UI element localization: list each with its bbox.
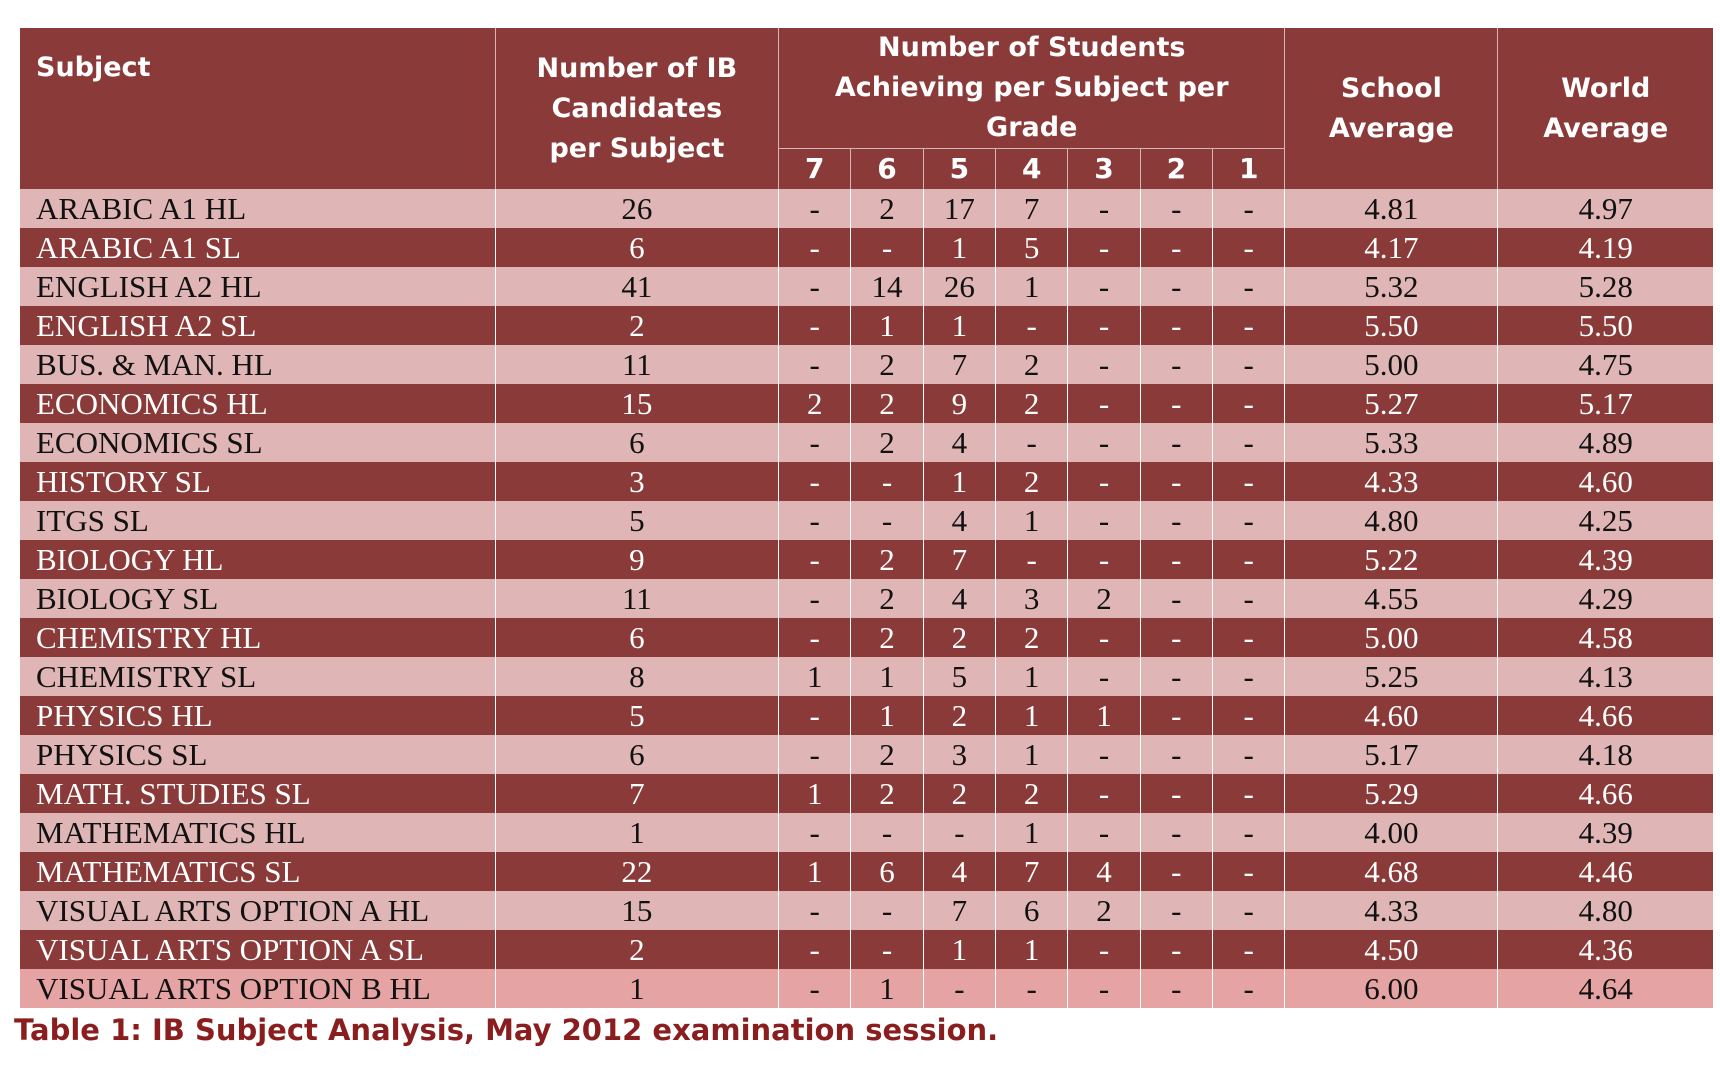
world-average-cell: 4.18 [1498, 735, 1713, 774]
subject-cell: MATH. STUDIES SL [20, 774, 495, 813]
grade-cell: - [1140, 969, 1212, 1008]
grade-cell: - [1140, 462, 1212, 501]
grade-cell: - [1213, 462, 1285, 501]
grade-cell: 7 [996, 852, 1068, 891]
grade-cell: - [851, 462, 923, 501]
table-row [20, 345, 1713, 384]
candidates-cell: 15 [495, 891, 778, 930]
table-row [20, 618, 1713, 657]
school-average-cell: 5.17 [1285, 735, 1498, 774]
grade-cell: 4 [923, 852, 995, 891]
grade-cell: - [1140, 189, 1212, 228]
grade-cell: - [1068, 462, 1140, 501]
grade-cell: - [1068, 930, 1140, 969]
subject-cell: HISTORY SL [20, 462, 495, 501]
grade-cell: - [1213, 735, 1285, 774]
candidates-cell: 1 [495, 969, 778, 1008]
world-average-cell: 4.66 [1498, 774, 1713, 813]
grade-cell: 2 [779, 384, 851, 423]
subject-cell: MATHEMATICS SL [20, 852, 495, 891]
grade-cell: 2 [851, 618, 923, 657]
grade-cell: 1 [996, 696, 1068, 735]
grade-cell: - [1140, 774, 1212, 813]
grade-cell: - [1213, 306, 1285, 345]
subject-cell: PHYSICS SL [20, 735, 495, 774]
table-row [20, 657, 1713, 696]
grade-cell: - [779, 267, 851, 306]
school-average-cell: 4.17 [1285, 228, 1498, 267]
grade-cell: 7 [923, 891, 995, 930]
grade-cell: 1 [923, 930, 995, 969]
school-average-cell: 4.33 [1285, 462, 1498, 501]
table-body [20, 189, 1713, 1008]
school-average-cell: 4.81 [1285, 189, 1498, 228]
world-average-cell: 4.97 [1498, 189, 1713, 228]
table-row [20, 501, 1713, 540]
header-school-average: School Average [1285, 28, 1498, 189]
school-average-cell: 4.60 [1285, 696, 1498, 735]
school-average-cell: 4.33 [1285, 891, 1498, 930]
grade-cell: 6 [851, 852, 923, 891]
subject-cell: VISUAL ARTS OPTION B HL [20, 969, 495, 1008]
table-row [20, 969, 1713, 1008]
candidates-cell: 15 [495, 384, 778, 423]
world-average-cell: 5.28 [1498, 267, 1713, 306]
grade-cell: 1 [779, 774, 851, 813]
grade-cell: 1 [923, 228, 995, 267]
world-average-cell: 5.17 [1498, 384, 1713, 423]
subject-cell: ENGLISH A2 SL [20, 306, 495, 345]
grade-cell: - [1213, 930, 1285, 969]
school-average-cell: 5.00 [1285, 345, 1498, 384]
grade-cell: 1 [779, 852, 851, 891]
grade-cell: - [779, 189, 851, 228]
grade-cell: - [1068, 618, 1140, 657]
table-row [20, 774, 1713, 813]
candidates-cell: 2 [495, 306, 778, 345]
candidates-cell: 1 [495, 813, 778, 852]
grade-cell: - [779, 891, 851, 930]
table-row [20, 891, 1713, 930]
table-caption: Table 1: IB Subject Analysis, May 2012 examination session. [14, 1013, 999, 1047]
subject-cell: MATHEMATICS HL [20, 813, 495, 852]
grade-cell: - [779, 423, 851, 462]
grade-cell: - [1068, 267, 1140, 306]
grade-cell: - [779, 306, 851, 345]
school-average-cell: 4.68 [1285, 852, 1498, 891]
grade-cell: - [851, 930, 923, 969]
grade-cell: 4 [1068, 852, 1140, 891]
table-row [20, 267, 1713, 306]
world-average-cell: 4.46 [1498, 852, 1713, 891]
world-average-cell: 4.39 [1498, 540, 1713, 579]
school-average-cell: 5.29 [1285, 774, 1498, 813]
grade-cell: - [1140, 696, 1212, 735]
world-average-cell: 4.39 [1498, 813, 1713, 852]
grade-cell: 5 [996, 228, 1068, 267]
grade-cell: - [779, 813, 851, 852]
school-average-cell: 4.55 [1285, 579, 1498, 618]
subject-cell: VISUAL ARTS OPTION A HL [20, 891, 495, 930]
grade-cell: - [1068, 735, 1140, 774]
grade-cell: - [1140, 930, 1212, 969]
table-row [20, 189, 1713, 228]
table-row [20, 735, 1713, 774]
candidates-cell: 6 [495, 735, 778, 774]
school-average-cell: 4.80 [1285, 501, 1498, 540]
candidates-cell: 3 [495, 462, 778, 501]
grade-cell: 2 [851, 189, 923, 228]
candidates-cell: 5 [495, 696, 778, 735]
grade-cell: 2 [996, 384, 1068, 423]
grade-cell: - [1140, 813, 1212, 852]
grade-cell: - [1213, 852, 1285, 891]
grade-cell: - [996, 540, 1068, 579]
grade-cell: 4 [923, 579, 995, 618]
candidates-cell: 9 [495, 540, 778, 579]
school-average-cell: 5.50 [1285, 306, 1498, 345]
grade-cell: - [1140, 540, 1212, 579]
grade-cell: - [851, 891, 923, 930]
candidates-cell: 22 [495, 852, 778, 891]
grade-cell: - [779, 579, 851, 618]
subject-cell: BIOLOGY HL [20, 540, 495, 579]
grade-cell: - [1213, 228, 1285, 267]
candidates-cell: 8 [495, 657, 778, 696]
grade-cell: - [1068, 813, 1140, 852]
subject-cell: CHEMISTRY SL [20, 657, 495, 696]
grade-cell: - [1140, 228, 1212, 267]
header-subject: Subject [20, 28, 495, 189]
grade-cell: 2 [851, 579, 923, 618]
candidates-cell: 6 [495, 423, 778, 462]
subject-cell: CHEMISTRY HL [20, 618, 495, 657]
grade-cell: - [996, 306, 1068, 345]
grade-cell: - [1068, 969, 1140, 1008]
grade-cell: - [1213, 579, 1285, 618]
world-average-cell: 4.19 [1498, 228, 1713, 267]
grade-cell: - [1140, 735, 1212, 774]
grade-cell: - [1213, 384, 1285, 423]
candidates-cell: 2 [495, 930, 778, 969]
grade-cell: - [1140, 384, 1212, 423]
school-average-cell: 4.00 [1285, 813, 1498, 852]
grade-cell: 14 [851, 267, 923, 306]
grade-cell: 7 [923, 345, 995, 384]
grade-cell: - [779, 618, 851, 657]
grade-cell: - [1068, 657, 1140, 696]
grade-cell: - [1068, 384, 1140, 423]
table-row [20, 930, 1713, 969]
grade-cell: - [1068, 306, 1140, 345]
grade-cell: - [1213, 189, 1285, 228]
grade-cell: 2 [851, 735, 923, 774]
grade-cell: - [996, 969, 1068, 1008]
header-grade-7: 7 [779, 149, 851, 190]
candidates-cell: 11 [495, 345, 778, 384]
grade-cell: - [1213, 345, 1285, 384]
header-grade-5: 5 [923, 149, 995, 190]
subject-cell: ECONOMICS SL [20, 423, 495, 462]
grade-cell: 1 [996, 657, 1068, 696]
grade-cell: - [1140, 891, 1212, 930]
header-world-average: World Average [1498, 28, 1713, 189]
grade-cell: 26 [923, 267, 995, 306]
grade-cell: - [1213, 969, 1285, 1008]
subject-cell: ITGS SL [20, 501, 495, 540]
header-candidates: Number of IB Candidates per Subject [495, 28, 778, 189]
grade-cell: 2 [923, 618, 995, 657]
grade-cell: 2 [851, 384, 923, 423]
grade-cell: 2 [851, 774, 923, 813]
school-average-cell: 5.25 [1285, 657, 1498, 696]
grade-cell: - [923, 969, 995, 1008]
grade-cell: - [1140, 267, 1212, 306]
grade-cell: 9 [923, 384, 995, 423]
world-average-cell: 4.80 [1498, 891, 1713, 930]
grade-cell: - [1213, 540, 1285, 579]
table-row [20, 306, 1713, 345]
school-average-cell: 5.22 [1285, 540, 1498, 579]
grade-cell: 5 [923, 657, 995, 696]
grade-cell: - [779, 696, 851, 735]
grade-cell: - [779, 969, 851, 1008]
world-average-cell: 4.58 [1498, 618, 1713, 657]
grade-cell: 7 [996, 189, 1068, 228]
school-average-cell: 5.27 [1285, 384, 1498, 423]
subject-analysis-table-container [20, 28, 1713, 1008]
table-header [20, 28, 1713, 189]
grade-cell: 2 [851, 540, 923, 579]
grade-cell: - [851, 228, 923, 267]
grade-cell: 2 [923, 774, 995, 813]
grade-cell: - [1213, 774, 1285, 813]
table-row [20, 696, 1713, 735]
grade-cell: - [779, 228, 851, 267]
school-average-cell: 5.32 [1285, 267, 1498, 306]
school-average-cell: 4.50 [1285, 930, 1498, 969]
grade-cell: 2 [996, 618, 1068, 657]
subject-cell: VISUAL ARTS OPTION A SL [20, 930, 495, 969]
grade-cell: 6 [996, 891, 1068, 930]
grade-cell: 2 [851, 345, 923, 384]
world-average-cell: 4.66 [1498, 696, 1713, 735]
grade-cell: - [1140, 501, 1212, 540]
school-average-cell: 5.33 [1285, 423, 1498, 462]
subject-cell: ENGLISH A2 HL [20, 267, 495, 306]
world-average-cell: 4.64 [1498, 969, 1713, 1008]
table-row [20, 384, 1713, 423]
grade-cell: 1 [996, 735, 1068, 774]
grade-cell: 2 [996, 345, 1068, 384]
candidates-cell: 5 [495, 501, 778, 540]
world-average-cell: 4.89 [1498, 423, 1713, 462]
school-average-cell: 6.00 [1285, 969, 1498, 1008]
grade-cell: 2 [851, 423, 923, 462]
grade-cell: - [1068, 345, 1140, 384]
header-achieving: Number of Students Achieving per Subject per Grade [779, 28, 1285, 149]
grade-cell: 1 [851, 969, 923, 1008]
grade-cell: - [996, 423, 1068, 462]
grade-cell: - [1140, 852, 1212, 891]
grade-cell: 1 [996, 267, 1068, 306]
grade-cell: - [1140, 579, 1212, 618]
grade-cell: - [1068, 228, 1140, 267]
candidates-cell: 26 [495, 189, 778, 228]
table-row [20, 423, 1713, 462]
grade-cell: 7 [923, 540, 995, 579]
grade-cell: - [1068, 540, 1140, 579]
grade-cell: - [779, 501, 851, 540]
subject-cell: BIOLOGY SL [20, 579, 495, 618]
grade-cell: - [1213, 813, 1285, 852]
grade-cell: - [1213, 501, 1285, 540]
grade-cell: - [1140, 423, 1212, 462]
grade-cell: - [1140, 345, 1212, 384]
candidates-cell: 41 [495, 267, 778, 306]
grade-cell: - [1213, 423, 1285, 462]
world-average-cell: 4.13 [1498, 657, 1713, 696]
grade-cell: 1 [996, 501, 1068, 540]
grade-cell: 2 [923, 696, 995, 735]
world-average-cell: 4.25 [1498, 501, 1713, 540]
world-average-cell: 4.29 [1498, 579, 1713, 618]
grade-cell: - [1068, 423, 1140, 462]
grade-cell: - [779, 735, 851, 774]
grade-cell: 4 [923, 501, 995, 540]
subject-cell: ARABIC A1 SL [20, 228, 495, 267]
subject-cell: ARABIC A1 HL [20, 189, 495, 228]
grade-cell: - [1140, 657, 1212, 696]
grade-cell: - [779, 540, 851, 579]
header-grade-4: 4 [996, 149, 1068, 190]
subject-cell: BUS. & MAN. HL [20, 345, 495, 384]
candidates-cell: 11 [495, 579, 778, 618]
grade-cell: 1 [923, 306, 995, 345]
grade-cell: 1 [851, 696, 923, 735]
grade-cell: 1 [851, 657, 923, 696]
grade-cell: 3 [923, 735, 995, 774]
world-average-cell: 4.75 [1498, 345, 1713, 384]
candidates-cell: 6 [495, 228, 778, 267]
grade-cell: 2 [1068, 891, 1140, 930]
grade-cell: - [1140, 306, 1212, 345]
grade-cell: - [779, 930, 851, 969]
table-row [20, 540, 1713, 579]
grade-cell: - [1068, 189, 1140, 228]
grade-cell: - [779, 345, 851, 384]
candidates-cell: 7 [495, 774, 778, 813]
grade-cell: 1 [851, 306, 923, 345]
subject-cell: ECONOMICS HL [20, 384, 495, 423]
grade-cell: 4 [923, 423, 995, 462]
world-average-cell: 4.60 [1498, 462, 1713, 501]
header-grade-2: 2 [1140, 149, 1212, 190]
grade-cell: 1 [996, 930, 1068, 969]
table-row [20, 462, 1713, 501]
header-grade-1: 1 [1213, 149, 1285, 190]
grade-cell: - [779, 462, 851, 501]
header-grade-6: 6 [851, 149, 923, 190]
grade-cell: 2 [1068, 579, 1140, 618]
grade-cell: - [1213, 267, 1285, 306]
grade-cell: 3 [996, 579, 1068, 618]
grade-cell: 2 [996, 774, 1068, 813]
grade-cell: - [1213, 696, 1285, 735]
grade-cell: 1 [779, 657, 851, 696]
table-row [20, 228, 1713, 267]
header-grade-3: 3 [1068, 149, 1140, 190]
grade-cell: - [851, 501, 923, 540]
grade-cell: - [1213, 618, 1285, 657]
subject-analysis-table [20, 28, 1713, 1008]
grade-cell: - [923, 813, 995, 852]
table-row [20, 813, 1713, 852]
grade-cell: - [1068, 774, 1140, 813]
school-average-cell: 5.00 [1285, 618, 1498, 657]
world-average-cell: 4.36 [1498, 930, 1713, 969]
subject-cell: PHYSICS HL [20, 696, 495, 735]
table-row [20, 579, 1713, 618]
grade-cell: 2 [996, 462, 1068, 501]
grade-cell: - [851, 813, 923, 852]
table-row [20, 852, 1713, 891]
grade-cell: - [1140, 618, 1212, 657]
grade-cell: 1 [1068, 696, 1140, 735]
grade-cell: - [1213, 891, 1285, 930]
grade-cell: 1 [923, 462, 995, 501]
grade-cell: - [1213, 657, 1285, 696]
grade-cell: - [1068, 501, 1140, 540]
candidates-cell: 6 [495, 618, 778, 657]
world-average-cell: 5.50 [1498, 306, 1713, 345]
grade-cell: 1 [996, 813, 1068, 852]
grade-cell: 17 [923, 189, 995, 228]
